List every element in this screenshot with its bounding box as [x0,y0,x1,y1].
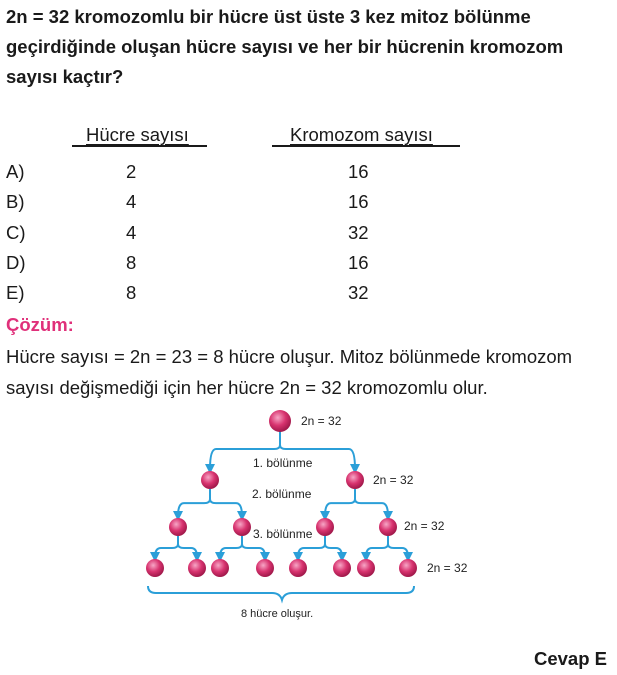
option-letter: A) [6,161,25,182]
diagram-label: 2n = 32 [427,561,468,575]
option-chromosome-count: 16 [348,191,369,212]
option-cell-count: 8 [126,282,137,303]
division-arrow [210,499,242,516]
option-chromosome-count: 16 [348,252,369,273]
header-chromosome-count: Kromozom sayısı [290,124,433,145]
option-cell-count: 8 [126,252,137,273]
option-chromosome-count: 32 [348,282,369,303]
cell [256,559,274,577]
option-letter: B) [6,191,25,212]
division-arrow [298,544,325,557]
division-arrow [366,544,388,557]
option-chromosome-count: 32 [348,222,369,243]
cell [357,559,375,577]
header-underline-left [72,145,207,147]
division-arrow [388,544,408,557]
cell [269,410,291,432]
question-text: 2n = 32 kromozomlu bir hücre üst üste 3 kez mitoz bölünme geçirdiğinde oluşan hücre sayısı ve her bir hücrenin kromozom sayısı kaçtır? [6,6,564,87]
header-underline-right [272,145,460,147]
cell [316,518,334,536]
option-letter: C) [6,222,26,243]
header-cell-count: Hücre sayısı [86,124,189,145]
solution-text: Hücre sayısı = 2n = 23 = 8 hücre oluşur. Mitoz bölünmede kromozom sayısı değişmediği için her hücre 2n = 32 kromozomlu olur. [6,346,573,398]
option-cell-count: 4 [126,222,137,243]
cell [379,518,397,536]
cell [201,471,219,489]
division-arrow [355,499,388,516]
diagram-label: 1. bölünme [253,456,313,470]
division-arrow [325,499,355,516]
cell [233,518,251,536]
option-chromosome-count: 16 [348,161,369,182]
option-cell-count: 4 [126,191,137,212]
cell [169,518,187,536]
bottom-brace [148,586,414,600]
cell [211,559,229,577]
division-arrow [242,544,265,557]
diagram-label: 8 hücre oluşur. [241,608,314,620]
division-arrow [325,544,342,557]
division-arrow [155,544,178,557]
cell [333,559,351,577]
option-letter: D) [6,252,26,273]
option-cell-count: 2 [126,161,137,182]
cell [346,471,364,489]
cell [289,559,307,577]
diagram-label: 2. bölünme [252,487,312,501]
cell [188,559,206,577]
division-arrow [178,544,197,557]
diagram-label: 2n = 32 [301,414,342,428]
diagram-label: 2n = 32 [373,473,414,487]
option-letter: E) [6,282,25,303]
diagram-label: 3. bölünme [253,527,313,541]
answer-label: Cevap E [533,648,607,669]
division-arrow [178,499,210,516]
diagram-label: 2n = 32 [404,519,445,533]
division-arrow [220,544,242,557]
cell [399,559,417,577]
cell [146,559,164,577]
mitosis-diagram [0,400,617,630]
solution-title: Çözüm: [6,314,74,335]
